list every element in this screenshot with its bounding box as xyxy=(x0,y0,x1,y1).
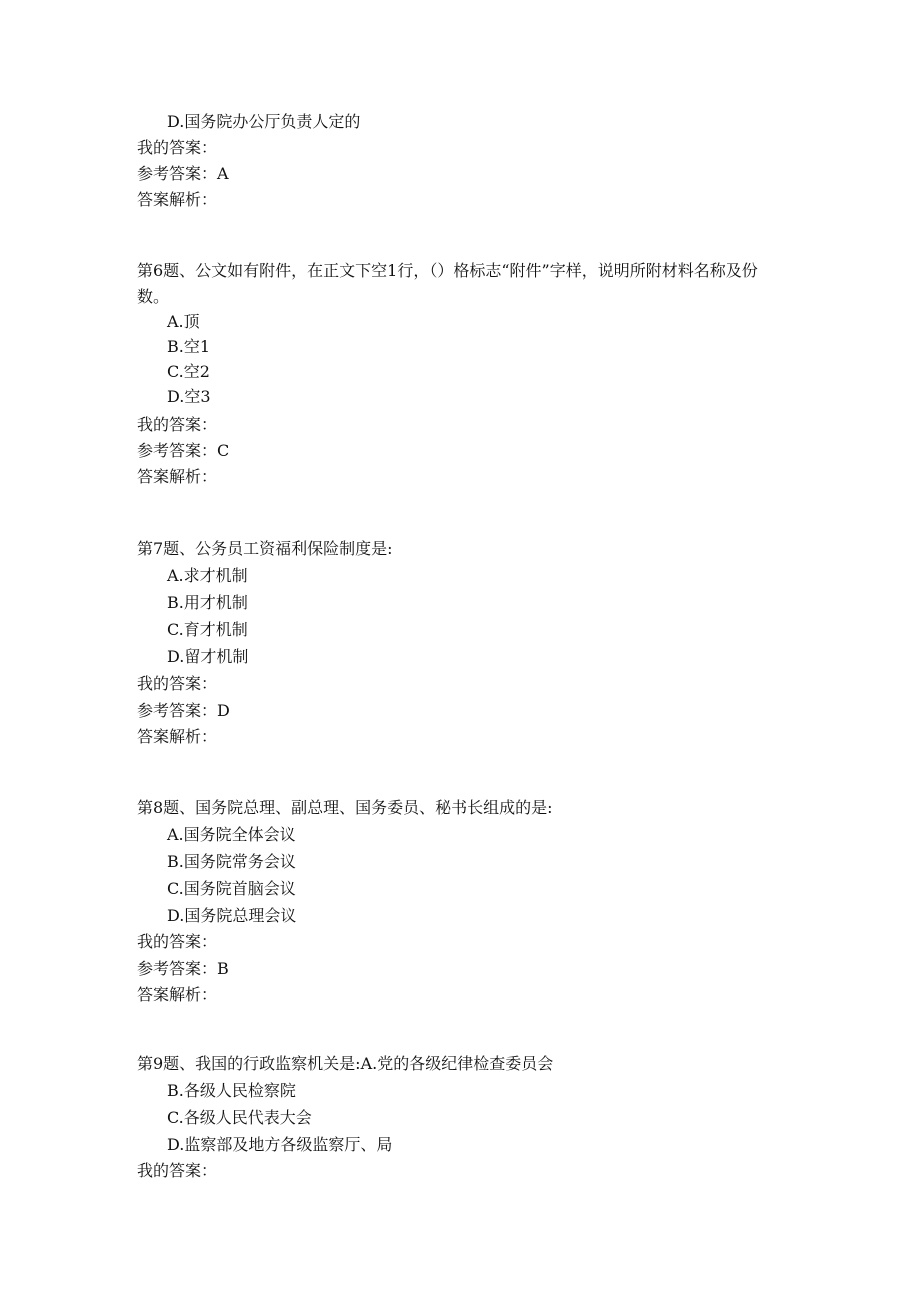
question-9-option-d: D.监察部及地方各级监察厅、局 xyxy=(167,1135,393,1154)
question-9-prompt: 第9题、我国的行政监察机关是:A.党的各级纪律检查委员会 xyxy=(137,1054,554,1073)
question-8-reference: 参考答案：B xyxy=(137,959,229,978)
question-8-option-d: D.国务院总理会议 xyxy=(167,906,297,925)
question-7-analysis: 答案解析： xyxy=(137,727,218,746)
question-9-option-b: B.各级人民检察院 xyxy=(167,1081,296,1100)
question-7-option-b: B.用才机制 xyxy=(167,593,248,612)
question-6-prompt: 第6题、公文如有附件，在正文下空1行，（）格标志“附件”字样，说明所附材料名称及份数。 xyxy=(137,261,758,306)
question-8-my-answer: 我的答案： xyxy=(137,932,218,951)
answer-analysis-label: 答案解析： xyxy=(137,190,218,209)
question-7-reference: 参考答案：D xyxy=(137,701,230,720)
question-6-option-d: D.空3 xyxy=(167,387,211,406)
question-9-option-c: C.各级人民代表大会 xyxy=(167,1108,312,1127)
question-6-my-answer: 我的答案： xyxy=(137,415,218,434)
question-8-prompt: 第8题、国务院总理、副总理、国务委员、秘书长组成的是: xyxy=(137,798,553,817)
my-answer-label: 我的答案： xyxy=(137,138,218,157)
question-6-reference: 参考答案：C xyxy=(137,441,230,460)
question-7-option-c: C.育才机制 xyxy=(167,620,248,639)
question-6-option-b: B.空1 xyxy=(167,337,211,356)
question-8-analysis: 答案解析： xyxy=(137,985,218,1004)
question-8-option-c: C.国务院首脑会议 xyxy=(167,879,296,898)
question-6-option-c: C.空2 xyxy=(167,362,210,381)
question-9-my-answer: 我的答案： xyxy=(137,1161,218,1180)
reference-answer: 参考答案：A xyxy=(137,164,229,183)
question-8-option-a: A.国务院全体会议 xyxy=(167,825,296,844)
option-d: D.国务院办公厅负责人定的 xyxy=(167,112,361,131)
question-7-option-a: A.求才机制 xyxy=(167,566,248,585)
question-6-analysis: 答案解析： xyxy=(137,467,218,486)
question-7-prompt: 第7题、公务员工资福利保险制度是: xyxy=(137,539,393,558)
question-6-option-a: A.顶 xyxy=(167,312,200,331)
question-7-my-answer: 我的答案： xyxy=(137,674,218,693)
question-7-option-d: D.留才机制 xyxy=(167,647,249,666)
question-8-option-b: B.国务院常务会议 xyxy=(167,852,296,871)
